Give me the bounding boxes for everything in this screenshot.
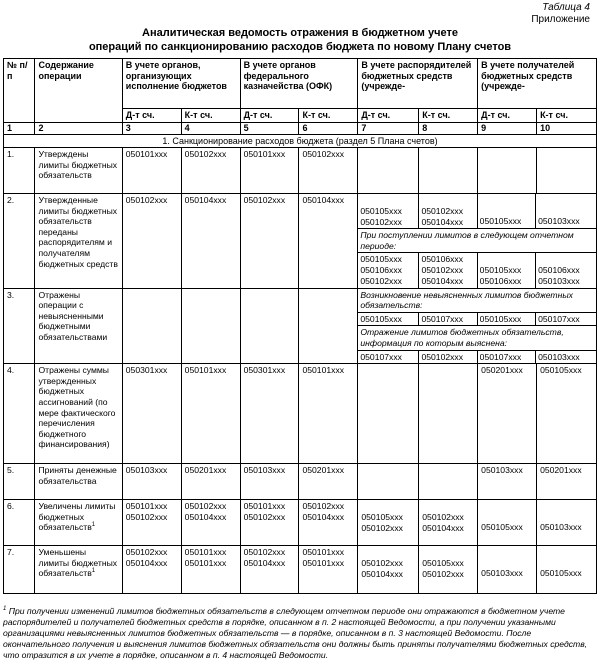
table-row xyxy=(4,464,597,500)
cell-value: 050105xxx 050102xxx xyxy=(358,500,419,546)
cell-value: 050101xxx 050101xxx xyxy=(299,546,358,594)
table-row xyxy=(4,288,597,364)
credit-header: К-т сч. xyxy=(537,109,597,123)
col-group-managers: В учете распорядителей бюджетных средств (учрежде- xyxy=(358,59,478,109)
row-number: 7. xyxy=(4,546,35,594)
cell-value: 050106xxx 050102xxx 050104xxx xyxy=(419,253,477,288)
column-number: 9 xyxy=(478,122,537,134)
cell-value: 050107xxx xyxy=(477,350,535,363)
cell-value: 050102xxx xyxy=(181,148,240,194)
cell-value: 050103xxx xyxy=(538,216,580,227)
appendix-label: Приложение xyxy=(531,14,590,25)
cell-value xyxy=(358,464,419,500)
credit-header: К-т сч. xyxy=(299,109,358,123)
cell-value: 050102xxx 050104xxx xyxy=(358,546,419,594)
cell-value: 050101xxx xyxy=(181,364,240,464)
cell-value: 050105xxx xyxy=(537,546,597,594)
cell-value xyxy=(358,364,419,464)
cell-value: 050101xxx xyxy=(122,148,181,194)
debit-header: Д-т сч. xyxy=(122,109,181,123)
cell-value: 050102xxx 050104xxx xyxy=(122,546,181,594)
credit-header: К-т сч. xyxy=(181,109,240,123)
footnote xyxy=(3,606,597,661)
footnote-mark: 1 xyxy=(3,606,7,613)
column-numbers-row xyxy=(4,122,597,134)
cell-value: 050105xxx xyxy=(477,312,535,326)
row-content: Уменьшены лимиты бюджетных обязательств$^1$ xyxy=(35,546,122,594)
row-content: Отражены суммы утвержденных бюджетных ассигнований (по мере фактического перечисления бюджетного финансирования) xyxy=(35,364,122,464)
cell-value: 050201xxx xyxy=(478,364,537,464)
cell-value xyxy=(181,288,240,364)
col-group-ofk: В учете органов федерального казначейства (ОФК) xyxy=(240,59,358,109)
cell-value xyxy=(419,464,478,500)
cell-value: 050103xxx xyxy=(537,500,597,546)
debit-header: Д-т сч. xyxy=(240,109,299,123)
cell-value: 050106xxx 050103xxx xyxy=(536,253,596,288)
table-row xyxy=(4,148,597,194)
cell-value: 050105xxx 050102xxx xyxy=(358,194,419,229)
cell-value: 050101xxx 050101xxx xyxy=(181,546,240,594)
title-line-1: Аналитическая ведомость отражения в бюджетном учете xyxy=(142,27,458,39)
table-row xyxy=(4,364,597,464)
table-row xyxy=(4,546,597,594)
cell-value: 050301xxx xyxy=(240,364,299,464)
table-row xyxy=(4,194,597,289)
cell-value: 050102xxx xyxy=(299,148,358,194)
cell-value: 050102xxx 050104xxx xyxy=(181,500,240,546)
cell-value xyxy=(240,288,299,364)
row-content: Отражены операции с невыясненными бюджетными обязательствами xyxy=(35,288,122,364)
cell-value: 050105xxx xyxy=(477,194,535,229)
section-title: 1. Санкционирование расходов бюджета (раздел 5 Плана счетов) xyxy=(4,134,597,148)
cell-value: 050105xxx xyxy=(478,500,537,546)
column-number: 4 xyxy=(181,122,240,134)
cell-value xyxy=(299,288,358,364)
cell-value: 050103xxx xyxy=(478,464,537,500)
row-number: 2. xyxy=(4,194,35,289)
column-number: 1 xyxy=(4,122,35,134)
row-note: Отражение лимитов бюджетных обязательств, информация по которым выяснена: xyxy=(358,326,596,350)
column-number: 7 xyxy=(358,122,419,134)
cell-value: 050103xxx xyxy=(240,464,299,500)
row-content: Увеличены лимиты бюджетных обязательств$^1$ xyxy=(35,500,122,546)
cell-value: 050105xxx 050106xxx 050102xxx xyxy=(358,253,419,288)
cell-value xyxy=(478,148,537,194)
page-title xyxy=(0,26,600,54)
nested-cell xyxy=(358,288,597,364)
column-number: 2 xyxy=(35,122,122,134)
column-number: 10 xyxy=(537,122,597,134)
section-row xyxy=(4,134,597,148)
col-content-header: Содержание операции xyxy=(35,59,122,123)
row-content: Утверждены лимиты бюджетных обязательств xyxy=(35,148,122,194)
row-number: 1. xyxy=(4,148,35,194)
cell-value: 050102xxx xyxy=(419,350,477,363)
table-number: Таблица 4 xyxy=(542,2,590,13)
cell-value: 050102xxx xyxy=(122,194,181,289)
cell-value: 050105xxx xyxy=(358,312,419,326)
cell-value: 050104xxx xyxy=(181,194,240,289)
cell-value: 050105xxx 050102xxx xyxy=(419,546,478,594)
ledger-table xyxy=(3,58,597,594)
cell-value: 050103xxx xyxy=(478,546,537,594)
nested-cell xyxy=(358,194,597,289)
cell-value: 050101xxx 050102xxx xyxy=(240,500,299,546)
row-note: Возникновение невыясненных лимитов бюджетных обязательств: xyxy=(360,289,573,311)
row-number: 4. xyxy=(4,364,35,464)
cell-value xyxy=(419,364,478,464)
title-line-2: операций по санкционированию расходов бюджета по новому Плану счетов xyxy=(88,41,512,53)
cell-value: 050102xxx 050104xxx xyxy=(419,500,478,546)
col-group-recipients: В учете получателей бюджетных средств (учрежде- xyxy=(478,59,597,109)
row-number: 5. xyxy=(4,464,35,500)
cell-value: 050105xxx 050106xxx xyxy=(477,253,535,288)
cell-value: 050107xxx xyxy=(419,312,477,326)
cell-value: 050201xxx xyxy=(537,464,597,500)
cell-value: 050104xxx xyxy=(299,194,358,289)
col-num-header: № п/п xyxy=(4,59,35,123)
cell-value: 050101xxx 050102xxx xyxy=(122,500,181,546)
debit-header: Д-т сч. xyxy=(478,109,537,123)
credit-header: К-т сч. xyxy=(419,109,478,123)
column-number: 8 xyxy=(419,122,478,134)
debit-header: Д-т сч. xyxy=(358,109,419,123)
header-row-1 xyxy=(4,59,597,109)
cell-value xyxy=(537,148,597,194)
row-note: При поступлении лимитов в следующем отчетном периоде: xyxy=(358,229,596,253)
cell-value: 050102xxx 050104xxx xyxy=(419,194,477,229)
cell-value: 050301xxx xyxy=(122,364,181,464)
cell-value: 050201xxx xyxy=(299,464,358,500)
column-number: 6 xyxy=(299,122,358,134)
footnote-text: При получении изменений лимитов бюджетных обязательств в следующем отчетном периоде они отражаются в бюджетном учете распорядителей и получателей бюджетных средств в порядке, описанном в п. 2 настоящей Ведомости, а при получении указанными организациями невыясненных лимитов бюджетных обязательств — в порядке, описанном в п. 3 настоящей Ведомости. После окончательного получения и выяснения лимитов бюджетных обязательств они должны быть приняты получателями бюджетных средств, что отразится в их учете в порядке, описанном в п. 4 настоящей Ведомости. xyxy=(3,606,588,660)
row-number: 3. xyxy=(4,288,35,364)
cell-value: 050201xxx xyxy=(181,464,240,500)
column-number: 3 xyxy=(122,122,181,134)
cell-value: 050107xxx xyxy=(358,350,419,363)
cell-value: 050101xxx xyxy=(240,148,299,194)
cell-value: 050102xxx 050104xxx xyxy=(299,500,358,546)
row-content: Утвержденные лимиты бюджетных обязательств переданы распорядителям и получателям бюджетных средств xyxy=(35,194,122,289)
cell-value: 050102xxx xyxy=(240,194,299,289)
cell-value: 050101xxx xyxy=(299,364,358,464)
cell-value: 050107xxx xyxy=(536,312,596,326)
cell-value xyxy=(419,148,478,194)
cell-value: 050103xxx xyxy=(536,350,596,363)
cell-value xyxy=(358,148,419,194)
column-number: 5 xyxy=(240,122,299,134)
cell-value: 050102xxx 050104xxx xyxy=(240,546,299,594)
nested-table xyxy=(358,289,596,364)
cell-value: 050105xxx xyxy=(537,364,597,464)
nested-table xyxy=(358,194,596,288)
cell-value xyxy=(122,288,181,364)
col-group-organizing: В учете органов, организующих исполнение бюджетов xyxy=(122,59,240,109)
table-row xyxy=(4,500,597,546)
row-content: Приняты денежные обязательства xyxy=(35,464,122,500)
row-number: 6. xyxy=(4,500,35,546)
cell-value: 050103xxx xyxy=(122,464,181,500)
